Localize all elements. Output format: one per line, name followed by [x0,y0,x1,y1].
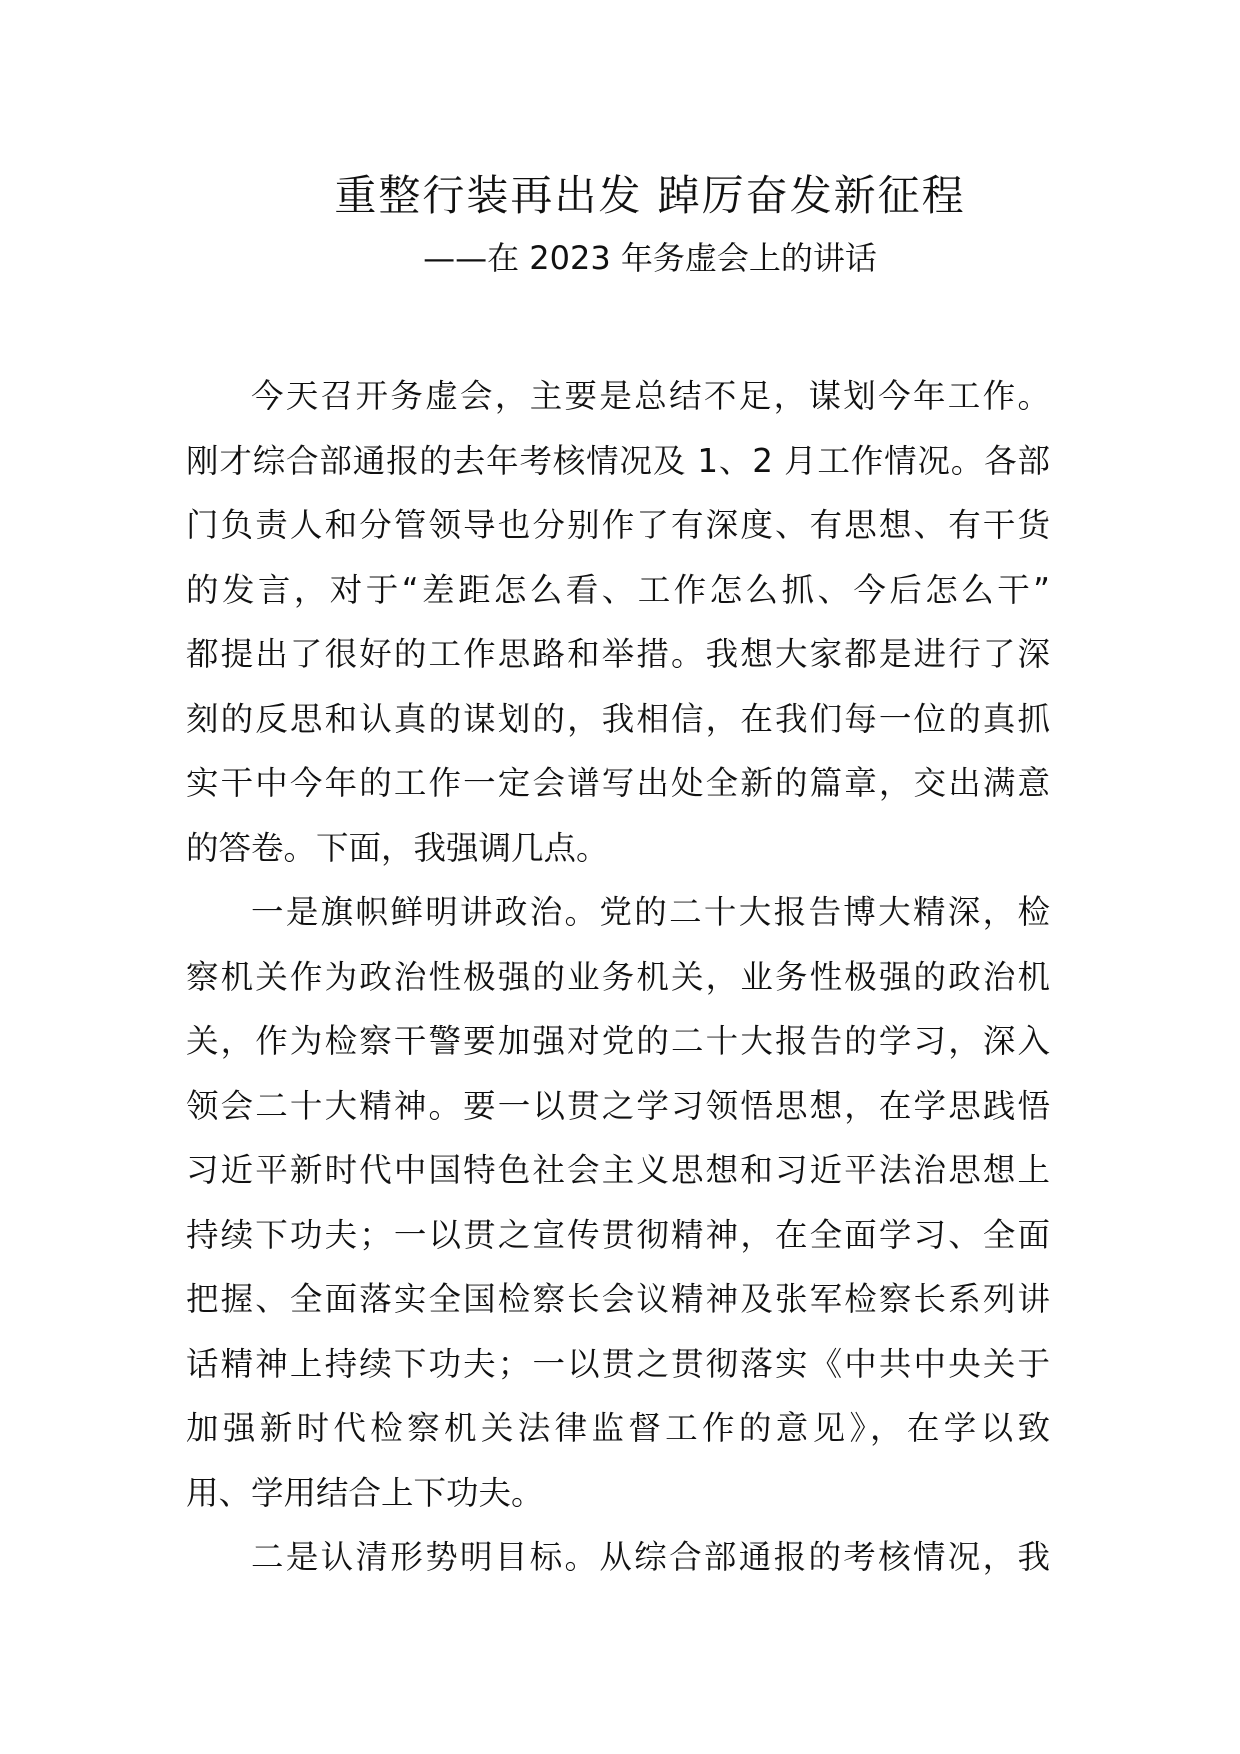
paragraph-1-line-5: 都提出了很好的工作思路和举措。我想大家都是进行了深 [186,635,1050,673]
paragraph-1-line-1: 今天召开务虚会，主要是总结不足，谋划今年工作。 [251,377,1050,415]
paragraph-2-line-5: 习近平新时代中国特色社会主义思想和习近平法治思想上 [186,1151,1050,1189]
paragraph-1-line-4: 的发言，对于“差距怎么看、工作怎么抓、今后怎么干” [186,570,1050,609]
paragraph-1-line-7: 实干中今年的工作一定会谱写出处全新的篇章，交出满意 [186,764,1050,802]
paragraph-2-line-8: 话精神上持续下功夫；一以贯之贯彻落实《中共中央关于 [186,1344,1050,1383]
paragraph-1-line-2: 刚才综合部通报的去年考核情况及 1、2 月工作情况。各部 [186,441,1050,480]
document-title: 重整行装再出发 踔厉奋发新征程 [334,171,966,220]
paragraph-2-line-3: 关，作为检察干警要加强对党的二十大报告的学习，深入 [186,1022,1050,1060]
paragraph-1-line-6: 刻的反思和认真的谋划的，我相信，在我们每一位的真抓 [186,699,1050,738]
paragraph-2-line-7: 把握、全面落实全国检察长会议精神及张军检察长系列讲 [186,1280,1050,1318]
document-body [186,364,1050,1590]
paragraph-1-line-8: 的答卷。下面，我强调几点。 [186,828,609,867]
paragraph-1-line-3: 门负责人和分管领导也分别作了有深度、有思想、有干货 [186,506,1050,544]
paragraph-2-line-9: 加强新时代检察机关法律监督工作的意见》，在学以致 [186,1409,1050,1447]
paragraph-2-line-1: 一是旗帜鲜明讲政治。党的二十大报告博大精深，检 [251,893,1050,931]
paragraph-3-line-1: 二是认清形势明目标。从综合部通报的考核情况，我 [251,1538,1050,1576]
paragraph-2-line-6: 持续下功夫；一以贯之宣传贯彻精神，在全面学习、全面 [186,1215,1050,1254]
paragraph-2-line-2: 察机关作为政治性极强的业务机关，业务性极强的政治机 [186,957,1050,996]
paragraph-2-line-10: 用、学用结合上下功夫。 [186,1473,544,1512]
document-subtitle: ——在 2023 年务虚会上的讲话 [423,239,877,277]
paragraph-2-line-4: 领会二十大精神。要一以贯之学习领悟思想，在学思践悟 [186,1086,1050,1125]
